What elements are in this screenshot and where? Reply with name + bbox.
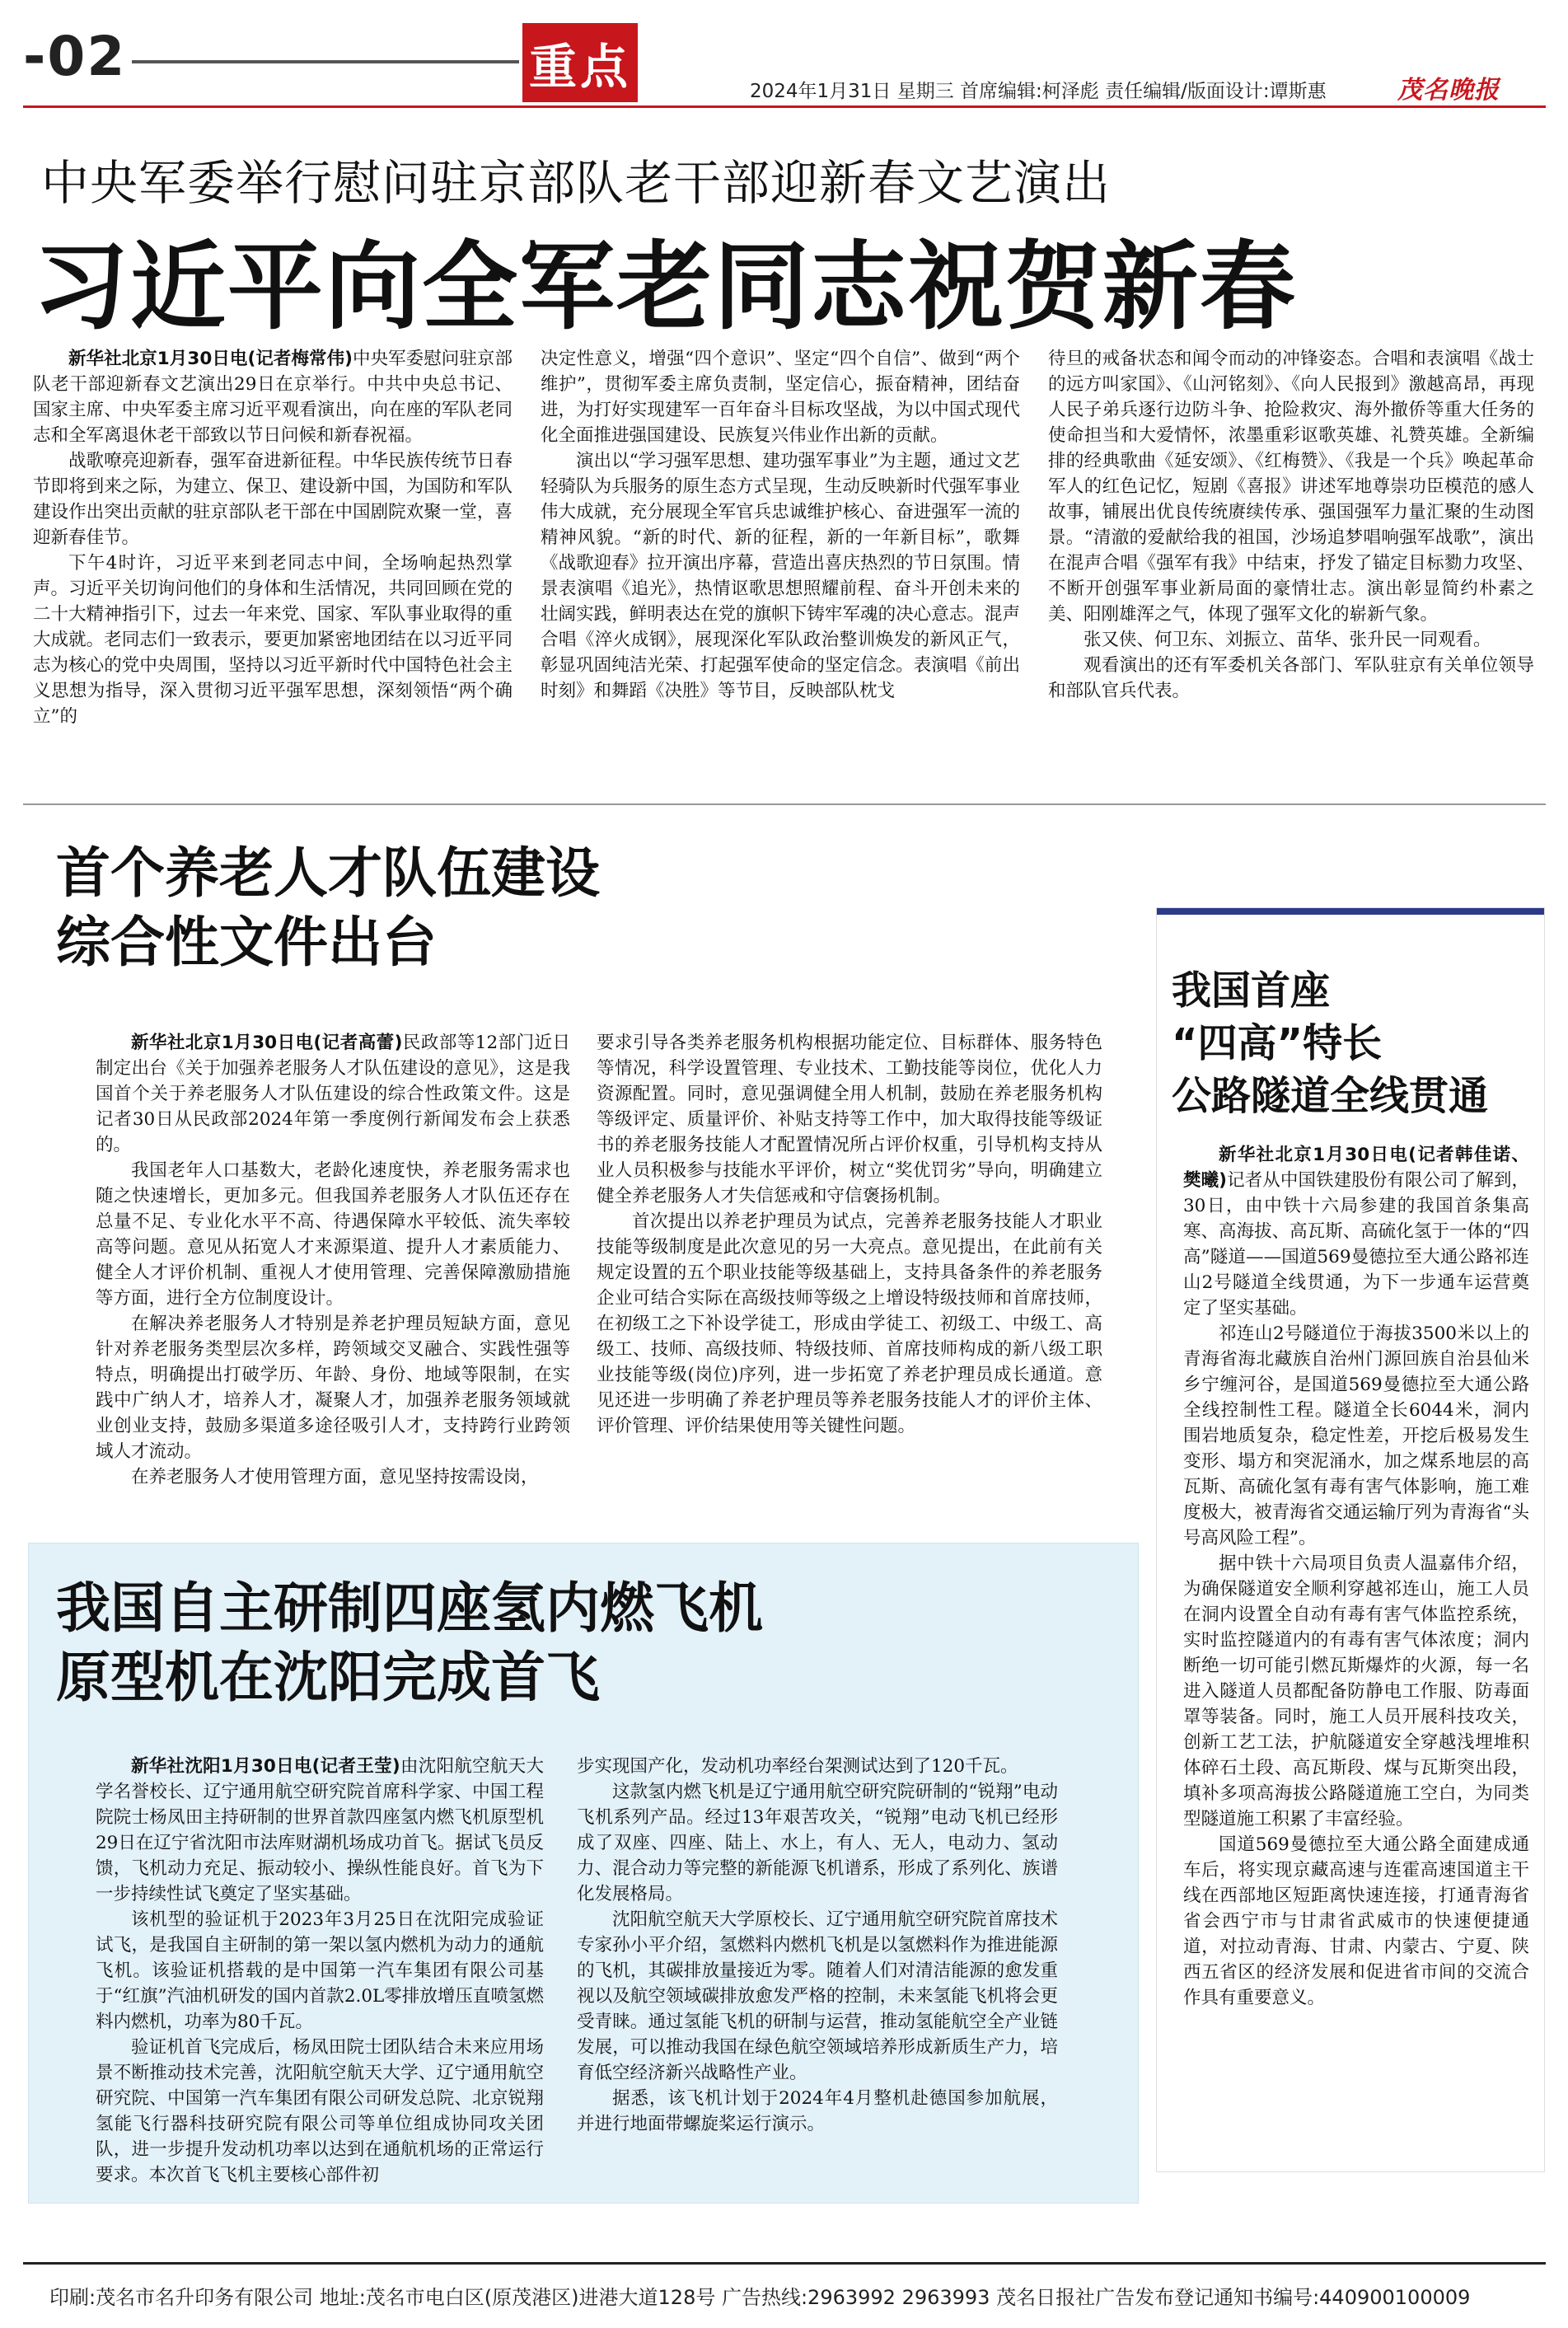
footer-imprint: 印刷:茂名市名升印务有限公司 地址:茂名市电白区(原茂港区)进港大道128号 广告热线:2963992 2963993 茂名日报社广告发布登记通知书编号:440900100009 [49,2286,1471,2309]
article4-headline [1172,964,1488,1122]
paragraph: 沈阳航空航天大学原校长、辽宁通用航空研究院首席技术专家孙小平介绍，氢燃料内燃机飞机是以氢燃料作为推进能源的飞机，其碳排放量接近为零。随着人们对清洁能源的愈发重视以及航空领域碳排放愈发严格的控制，未来氢能飞机将会更受青睐。通过氢能飞机的研制与运营，推动氢能航空全产业链发展，可以推动我国在绿色航空领域培养形成新质生产力，培育低空经济新兴战略性产业。 [577,1909,1058,2083]
paragraph: 在解决养老服务人才特别是养老护理员短缺方面，意见针对养老服务类型层次多样，跨领域交叉融合、实践性强等特点，明确提出打破学历、年龄、身份、地域等限制，在实践中广纳人才，培养人才，凝聚人才，加强养老服务领域就业创业支持，鼓励多渠道多途径吸引人才，支持跨行业跨领域人才流动。 [96,1314,570,1462]
section-divider [23,803,1546,805]
paragraph: 我国老年人口基数大，老龄化速度快，养老服务需求也随之快速增长，更加多元。但我国养老服务人才队伍还存在总量不足、专业化水平不高、待遇保障水平较低、流失率较高等问题。意见从拓宽人才来源渠道、提升人才素质能力、健全人才评价机制、重视人才使用管理、完善保障激励措施等方面，进行全方位制度设计。 [96,1160,570,1309]
article3-headline [56,1574,763,1712]
paper-logo: 茂名晚报 [1397,76,1500,105]
headline-line: 我国首座 [1172,967,1331,1014]
headline-line: “四高”特长 [1172,1020,1383,1066]
paragraph: 中央军委慰问驻京部队老干部迎新春文艺演出29日在京举行。中共中央总书记、国家主席、中央军委主席习近平观看演出，向在座的军队老同志和全军离退休老干部致以节日问候和新春祝福。 [33,349,513,446]
issue-meta: 2024年1月31日 星期三 首席编辑:柯泽彪 责任编辑/版面设计:谭斯惠 [750,81,1327,102]
article2-headline [56,839,600,977]
paragraph: 国道569曼德拉至大通公路全面建成通车后，将实现京藏高速与连霍高速国道主干线在西部地区短距离快速连接，打通青海省省会西宁市与甘肃省武威市的快速便捷通道，对拉动青海、甘肃、内蒙古、宁夏、陕西五省区的经济发展和促进省市间的交流合作具有重要意义。 [1183,1834,1529,2008]
article4-lead: 新华社北京1月30日电(记者韩佳诺、樊曦) [1183,1145,1529,1191]
paragraph: 首次提出以养老护理员为试点，完善养老服务技能人才职业技能等级制度是此次意见的另一大亮点。意见提出，在此前有关规定设置的五个职业技能等级基础上，支持具备条件的养老服务企业可结合实际在高级技师等级之上增设特级技师和首席技师，在初级工之下补设学徒工，形成由学徒工、初级工、中级工、高级工、技师、高级技师、特级技师、首席技师构成的新八级工职业技能等级(岗位)序列，进一步拓宽了养老护理员成长通道。意见还进一步明确了养老护理员等养老服务技能人才的评价主体、评价管理、评价结果使用等关键性问题。 [597,1211,1102,1436]
article1-column-2 [541,346,1020,704]
paragraph: 验证机首飞完成后，杨凤田院士团队结合未来应用场景不断推动技术完善，沈阳航空航天大学、辽宁通用航空研究院、中国第一汽车集团有限公司研发总院、北京锐翔氢能飞行器科技研究院有限公司等单位组成协同攻关团队，进一步提升发动机功率以达到在通航机场的正常运行要求。本次首飞飞机主要核心部件初 [96,2037,544,2185]
article1-kicker: 中央军委举行慰问驻京部队老干部迎新春文艺演出 [41,155,1112,211]
headline-line: 公路隧道全线贯通 [1172,1073,1489,1119]
paragraph: 据悉，该飞机计划于2024年4月整机赴德国参加航展，并进行地面带螺旋桨运行演示。 [577,2088,1058,2134]
footer-rule [23,2262,1546,2265]
paragraph: 这款氢内燃飞机是辽宁通用航空研究院研制的“锐翔”电动飞机系列产品。经过13年艰苦攻关，“锐翔”电动飞机已经形成了双座、四座、陆上、水上，有人、无人，电动力、氢动力、混合动力等完整的新能源飞机谱系，形成了系列化、族谱化发展格局。 [577,1782,1058,1904]
header-divider [132,60,519,63]
article1-lead: 新华社北京1月30日电(记者梅常伟) [68,349,353,369]
article2-lead: 新华社北京1月30日电(记者高蕾) [131,1033,403,1053]
section-badge: 重点 [522,23,638,102]
article1-column-3 [1048,346,1534,704]
article2-column-2 [597,1030,1102,1439]
article3-lead: 新华社沈阳1月30日电(记者王莹) [131,1756,400,1777]
paragraph: 要求引导各类养老服务机构根据功能定位、目标群体、服务特色等情况，科学设置管理、专业技术、工勤技能等岗位，优化人力资源配置。同时，意见强调健全用人机制，鼓励在养老服务机构等级评定、质量评价、补贴支持等工作中，加大取得技能等级证书的养老服务技能人才配置情况所占评价权重，引导机构支持从业人员积极参与技能水平评价，树立“奖优罚劣”导向，明确建立健全养老服务人才失信惩戒和守信褒扬机制。 [597,1033,1102,1206]
paragraph: 据中铁十六局项目负责人温嘉伟介绍，为确保隧道安全顺利穿越祁连山，施工人员在洞内设置全自动有毒有害气体监控系统，实时监控隧道内的有毒有害气体浓度；洞内断绝一切可能引燃瓦斯爆炸的火源，每一名进入隧道人员都配备防静电工作服、防毒面罩等装备。同时，施工人员开展科技攻关，创新工艺工法，护航隧道安全穿越浅埋堆积体碎石土段、高瓦斯段、煤与瓦斯突出段，填补多项高海拔公路隧道施工空白，为同类型隧道施工积累了丰富经验。 [1183,1553,1529,1829]
article1-column-1 [33,346,513,729]
headline-line: 原型机在沈阳完成首飞 [56,1646,600,1709]
paragraph: 张又侠、何卫东、刘振立、苗华、张升民一同观看。 [1084,630,1491,650]
headline-line: 首个养老人才队伍建设 [56,841,600,905]
paragraph: 由沈阳航空航天大学名誉校长、辽宁通用航空研究院首席科学家、中国工程院院士杨凤田主持研制的世界首款四座氢内燃飞机原型机29日在辽宁省沈阳市法库财湖机场成功首飞。据试飞员反馈，飞机动力充足、振动较小、操纵性能良好。首飞为下一步持续性试飞奠定了坚实基础。 [96,1756,544,1904]
article2-column-1 [96,1030,570,1490]
paragraph: 民政部等12部门近日制定出台《关于加强养老服务人才队伍建设的意见》，这是我国首个关于养老服务人才队伍建设的综合性政策文件。这是记者30日从民政部2024年第一季度例行新闻发布会上获悉的。 [96,1033,570,1155]
paragraph: 决定性意义，增强“四个意识”、坚定“四个自信”、做到“两个维护”，贯彻军委主席负责制，坚定信心，振奋精神，团结奋进，为打好实现建军一百年奋斗目标攻坚战，为以中国式现代化全面推进强国建设、民族复兴伟业作出新的贡献。 [541,349,1020,446]
article3-column-1 [96,1754,544,2188]
paragraph: 演出以“学习强军思想、建功强军事业”为主题，通过文艺轻骑队为兵服务的原生态方式呈现，生动反映新时代强军事业伟大成就，充分展现全军官兵忠诚维护核心、奋进强军一流的精神风貌。“新的时代、新的征程，新的一年新目标”，歌舞《战歌迎春》拉开演出序幕，营造出喜庆热烈的节日氛围。情景表演唱《追光》，热情讴歌思想照耀前程、奋斗开创未来的壮阔实践，鲜明表达在党的旗帜下铸牢军魂的决心意志。混声合唱《淬火成钢》，展现深化军队政治整训焕发的新风正气，彰显巩固纯洁光荣、打起强军使命的坚定信念。表演唱《前出时刻》和舞蹈《决胜》等节目，反映部队枕戈 [541,451,1020,701]
paragraph: 观看演出的还有军委机关各部门、军队驻京有关单位领导和部队官兵代表。 [1048,655,1534,701]
paragraph: 下午4时许，习近平来到老同志中间，全场响起热烈掌声。习近平关切询问他们的身体和生活情况，共同回顾在党的二十大精神指引下，过去一年来党、国家、军队事业取得的重大成就。老同志们一致表示，要更加紧密地团结在以习近平同志为核心的党中央周围，坚持以习近平新时代中国特色社会主义思想为指导，深入贯彻习近平强军思想，深刻领悟“两个确立”的 [33,553,513,727]
header-rule [23,105,1546,108]
paragraph: 记者从中国铁建股份有限公司了解到，30日，由中铁十六局参建的我国首条集高寒、高海拔、高瓦斯、高硫化氢于一体的“四高”隧道——国道569曼德拉至大通公路祁连山2号隧道全线贯通，为下一步通车运营奠定了坚实基础。 [1183,1170,1529,1319]
article1-headline: 习近平向全军老同志祝贺新春 [33,232,1297,343]
article3-column-2 [577,1754,1058,2137]
paragraph: 祁连山2号隧道位于海拔3500米以上的青海省海北藏族自治州门源回族自治县仙米乡宁缠河谷，是国道569曼德拉至大通公路全线控制性工程。隧道全长6044米，洞内围岩地质复杂，稳定性差，开挖后极易发生变形、塌方和突泥涌水，加之煤系地层的高瓦斯、高硫化氢有毒有害气体影响，施工难度极大，被青海省交通运输厅列为青海省“头号高风险工程”。 [1183,1323,1529,1548]
paragraph: 战歌嘹亮迎新春，强军奋进新征程。中华民族传统节日春节即将到来之际，为建立、保卫、建设新中国，为国防和军队建设作出突出贡献的驻京部队老干部在中国剧院欢聚一堂，喜迎新春佳节。 [33,451,513,548]
paragraph: 待旦的戒备状态和闻令而动的冲锋姿态。合唱和表演唱《战士的远方叫家国》、《山河铭刻》、《向人民报到》激越高昂，再现人民子弟兵逐行边防斗争、抢险救灾、海外撤侨等重大任务的使命担当和大爱情怀，浓墨重彩讴歌英雄、礼赞英雄。全新编排的经典歌曲《延安颂》、《红梅赞》、《我是一个兵》唤起革命军人的红色记忆，短剧《喜报》讲述军地尊崇功臣模范的感人故事，铺展出优良传统赓续传承、强国强军力量汇聚的生动图景。“清澈的爱献给我的祖国，沙场追梦唱响强军战歌”，演出在混声合唱《强军有我》中结束，抒发了锚定目标勠力攻坚、不断开创强军事业新局面的豪情壮志。演出彰显简约朴素之美、阳刚雄浑之气，体现了强军文化的崭新气象。 [1048,349,1534,625]
page-number: -02 [23,25,127,88]
paragraph: 步实现国产化，发动机功率经台架测试达到了120千瓦。 [577,1756,1018,1777]
headline-line: 我国自主研制四座氢内燃飞机 [56,1576,763,1640]
paragraph: 该机型的验证机于2023年3月25日在沈阳完成验证试飞，是我国自主研制的第一架以氢内燃机为动力的通航飞机。该验证机搭载的是中国第一汽车集团有限公司基于“红旗”汽油机研发的国内首款2.0L零排放增压直喷氢燃料内燃机，功率为80千瓦。 [96,1909,544,2032]
headline-line: 综合性文件出台 [56,911,437,974]
paragraph: 在养老服务人才使用管理方面，意见坚持按需设岗， [131,1467,539,1487]
article4-column [1183,1142,1529,2011]
